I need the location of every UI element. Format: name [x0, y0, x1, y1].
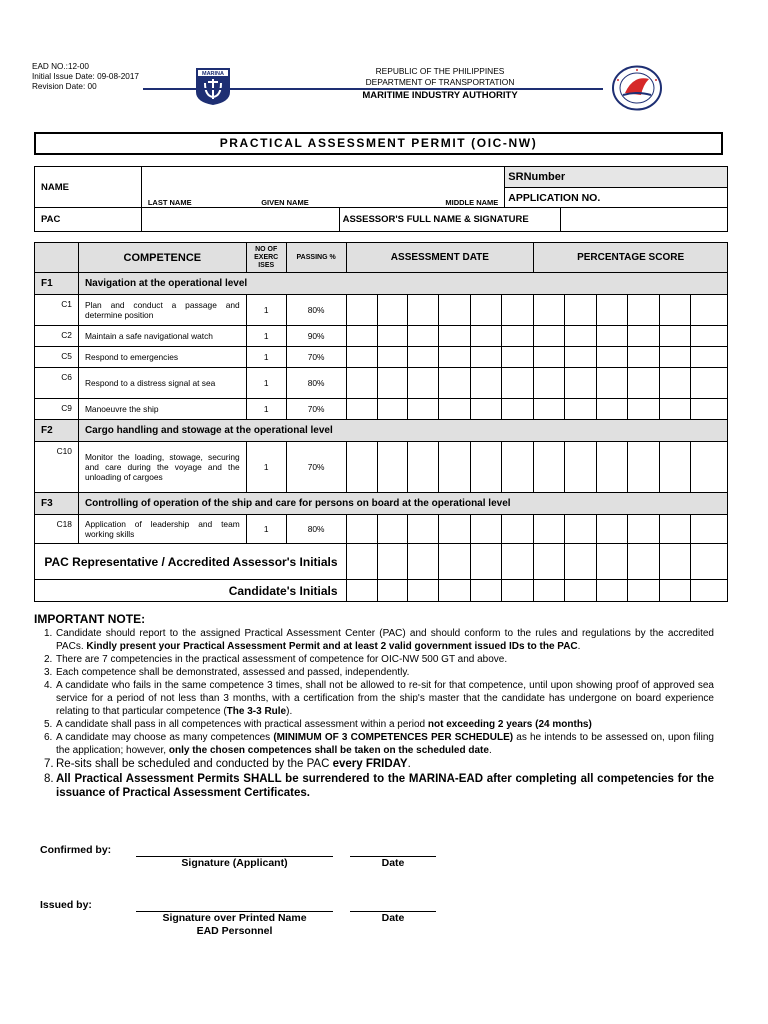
assessment-date-cell[interactable]	[408, 399, 439, 420]
note-item: 8. All Practical Assessment Permits SHALL be surrendered to the MARINA-EAD after completing all competencies for the issuance of Practical Assessment Certificates.	[44, 772, 714, 799]
assessment-date-cell[interactable]	[502, 515, 534, 544]
assessment-date-cell[interactable]	[346, 442, 377, 493]
document-meta	[32, 62, 139, 92]
percentage-score-cell[interactable]	[565, 368, 597, 399]
percentage-score-cell[interactable]	[597, 326, 628, 347]
assessment-date-cell[interactable]	[346, 399, 377, 420]
initials-cell[interactable]	[565, 544, 597, 580]
percentage-score-cell[interactable]	[534, 295, 565, 326]
competence-row	[35, 347, 728, 368]
assessment-date-cell[interactable]	[439, 442, 471, 493]
competence-code: C2	[35, 326, 79, 347]
percentage-score-cell[interactable]	[565, 399, 597, 420]
percentage-score-cell[interactable]	[565, 347, 597, 368]
personnel-signature-caption	[136, 912, 333, 938]
percentage-score-cell[interactable]	[690, 368, 727, 399]
applicant-signature-caption: Signature (Applicant)	[181, 857, 288, 869]
assessment-date-cell[interactable]	[471, 347, 502, 368]
exercise-count: 1	[246, 442, 286, 493]
percentage-score-cell[interactable]	[690, 399, 727, 420]
assessment-date-cell[interactable]	[346, 515, 377, 544]
assessment-date-cell[interactable]	[408, 515, 439, 544]
assessment-date-cell[interactable]	[471, 399, 502, 420]
assessment-date-cell[interactable]	[439, 368, 471, 399]
issued-by-label: Issued by:	[40, 899, 92, 911]
assessment-date-cell[interactable]	[471, 515, 502, 544]
important-note-title: IMPORTANT NOTE:	[34, 612, 146, 626]
department-line: DEPARTMENT OF TRANSPORTATION	[365, 77, 515, 87]
initials-cell[interactable]	[565, 580, 597, 602]
initials-cell[interactable]	[659, 580, 690, 602]
assessment-date-cell[interactable]	[377, 347, 408, 368]
note-item: 3. Each competence shall be demonstrated, assessed and passed, independently.	[44, 667, 410, 678]
percentage-score-cell[interactable]	[659, 326, 690, 347]
agency-name: MARITIME INDUSTRY AUTHORITY	[362, 90, 518, 101]
percentage-score-cell[interactable]	[597, 368, 628, 399]
applicant-date-caption: Date	[381, 857, 405, 869]
competence-code: C10	[35, 442, 79, 493]
percentage-score-cell[interactable]	[534, 347, 565, 368]
initials-cell[interactable]	[628, 580, 660, 602]
initials-cell[interactable]	[377, 580, 408, 602]
competence-code: C18	[35, 515, 79, 544]
assessment-date-cell[interactable]	[408, 295, 439, 326]
assessment-date-cell[interactable]	[439, 295, 471, 326]
header-percentage-score: PERCENTAGE SCORE	[534, 243, 728, 273]
assessment-date-cell[interactable]	[346, 295, 377, 326]
percentage-score-cell[interactable]	[690, 347, 727, 368]
header-passing: PASSING %	[286, 243, 346, 273]
header-exercises: NO OF EXERC ISES	[246, 243, 286, 273]
percentage-score-cell[interactable]	[565, 295, 597, 326]
initials-cell[interactable]	[408, 544, 439, 580]
percentage-score-cell[interactable]	[534, 326, 565, 347]
name-field[interactable]	[141, 167, 504, 188]
percentage-score-cell[interactable]	[628, 326, 660, 347]
percentage-score-cell[interactable]	[659, 295, 690, 326]
name-label: NAME	[35, 167, 142, 208]
sr-number-label: SRNumber	[505, 167, 728, 188]
passing-percent: 80%	[286, 515, 346, 544]
function-title: Controlling of operation of the ship and care for persons on board at the operational level	[78, 493, 727, 515]
assessment-date-cell[interactable]	[471, 442, 502, 493]
passing-percent: 80%	[286, 368, 346, 399]
assessment-date-cell[interactable]	[502, 295, 534, 326]
percentage-score-cell[interactable]	[565, 442, 597, 493]
note-item: 2. There are 7 competencies in the practical assessment of competence for OIC-NW 500 GT and above.	[44, 654, 508, 665]
middle-name-caption: MIDDLE NAME	[339, 188, 505, 208]
assessment-date-cell[interactable]	[502, 399, 534, 420]
competence-description: Application of leadership and team working skills	[78, 515, 246, 544]
initial-issue-date: Initial Issue Date: 09-08-2017	[32, 72, 139, 81]
revision-date: Revision Date: 00	[32, 82, 97, 91]
assessment-date-cell[interactable]	[408, 442, 439, 493]
note-item: 4. A candidate who fails in the same competence 3 times, shall not be allowed to re-sit for that competence, until upon showing proof of approved sea service for a period of not less than 3 months, with a certification from the ship's master that the candidate has undergone on board experience relating to that particular competence (The 3-3 Rule).	[44, 680, 714, 717]
exercise-count: 1	[246, 515, 286, 544]
percentage-score-cell[interactable]	[628, 295, 660, 326]
pac-label: PAC	[35, 208, 142, 232]
initials-cell[interactable]	[659, 544, 690, 580]
passing-percent: 80%	[286, 295, 346, 326]
candidate-initials-label: Candidate's Initials	[35, 580, 347, 602]
initials-cell[interactable]	[502, 544, 534, 580]
percentage-score-cell[interactable]	[690, 295, 727, 326]
confirmed-by-label: Confirmed by:	[40, 844, 112, 856]
initials-cell[interactable]	[597, 580, 628, 602]
assessment-date-cell[interactable]	[439, 399, 471, 420]
initials-cell[interactable]	[628, 544, 660, 580]
assessment-date-cell[interactable]	[439, 326, 471, 347]
percentage-score-cell[interactable]	[597, 347, 628, 368]
header-blank	[35, 243, 79, 273]
assessment-date-cell[interactable]	[408, 347, 439, 368]
function-code: F3	[35, 493, 79, 515]
function-code: F2	[35, 420, 79, 442]
passing-percent: 70%	[286, 442, 346, 493]
last-name-caption: LAST NAME	[141, 188, 239, 208]
percentage-score-cell[interactable]	[628, 442, 660, 493]
personnel-date-caption: Date	[381, 912, 405, 924]
signature-printed-name: Signature over Printed Name	[162, 912, 307, 924]
assessment-date-cell[interactable]	[471, 368, 502, 399]
initials-cell[interactable]	[439, 544, 471, 580]
competence-description: Manoeuvre the ship	[78, 399, 246, 420]
competence-code: C6	[35, 368, 79, 399]
table-header-row	[35, 243, 728, 273]
assessment-date-cell[interactable]	[346, 347, 377, 368]
initials-cell[interactable]	[471, 544, 502, 580]
initials-row	[35, 544, 728, 580]
assessment-date-cell[interactable]	[439, 347, 471, 368]
competence-description: Respond to a distress signal at sea	[78, 368, 246, 399]
initials-cell[interactable]	[534, 580, 565, 602]
header-assessment-date: ASSESSMENT DATE	[346, 243, 534, 273]
competence-description: Respond to emergencies	[78, 347, 246, 368]
percentage-score-cell[interactable]	[534, 515, 565, 544]
agency-header	[300, 66, 580, 88]
initials-cell[interactable]	[502, 580, 534, 602]
assessment-date-cell[interactable]	[346, 368, 377, 399]
note-item: 7. Re-sits shall be scheduled and conducted by the PAC every FRIDAY.	[44, 758, 411, 770]
header-competence: COMPETENCE	[78, 243, 246, 273]
function-row	[35, 493, 728, 515]
exercise-count: 1	[246, 295, 286, 326]
note-item: 5. A candidate shall pass in all competences with practical assessment within a period not exceeding 2 years (24 months)	[44, 719, 592, 730]
initials-cell[interactable]	[408, 580, 439, 602]
percentage-score-cell[interactable]	[534, 442, 565, 493]
percentage-score-cell[interactable]	[565, 515, 597, 544]
percentage-score-cell[interactable]	[628, 515, 660, 544]
percentage-score-cell[interactable]	[597, 295, 628, 326]
percentage-score-cell[interactable]	[659, 347, 690, 368]
function-title: Navigation at the operational level	[78, 273, 727, 295]
assessment-date-cell[interactable]	[408, 368, 439, 399]
agency-name-block	[300, 88, 580, 102]
competence-code: C1	[35, 295, 79, 326]
function-row	[35, 273, 728, 295]
competence-row	[35, 326, 728, 347]
competence-description: Monitor the loading, stowage, securing and care during the voyage and the unloading of cargoes	[78, 442, 246, 493]
percentage-score-cell[interactable]	[628, 399, 660, 420]
competence-row	[35, 295, 728, 326]
republic-line: REPUBLIC OF THE PHILIPPINES	[375, 66, 505, 76]
competence-code: C5	[35, 347, 79, 368]
note-item: 6. A candidate may choose as many competences (MINIMUM OF 3 COMPETENCES PER SCHEDULE) as he intends to be assessed on, upon filing the application; however, only the chosen competences shall be taken on the scheduled date.	[44, 732, 714, 756]
competence-row	[35, 399, 728, 420]
assessment-date-cell[interactable]	[346, 326, 377, 347]
assessment-date-cell[interactable]	[377, 515, 408, 544]
assessment-date-cell[interactable]	[439, 515, 471, 544]
percentage-score-cell[interactable]	[690, 326, 727, 347]
percentage-score-cell[interactable]	[628, 368, 660, 399]
initials-cell[interactable]	[346, 580, 377, 602]
assessment-date-cell[interactable]	[502, 368, 534, 399]
initials-cell[interactable]	[597, 544, 628, 580]
percentage-score-cell[interactable]	[659, 399, 690, 420]
assessor-label: ASSESSOR'S FULL NAME & SIGNATURE	[339, 208, 561, 232]
initials-cell[interactable]	[534, 544, 565, 580]
exercise-count: 1	[246, 399, 286, 420]
assessment-date-cell[interactable]	[471, 326, 502, 347]
percentage-score-cell[interactable]	[690, 442, 727, 493]
assessment-date-cell[interactable]	[408, 326, 439, 347]
percentage-score-cell[interactable]	[534, 399, 565, 420]
function-code: F1	[35, 273, 79, 295]
percentage-score-cell[interactable]	[690, 515, 727, 544]
assessment-date-cell[interactable]	[377, 326, 408, 347]
function-row	[35, 420, 728, 442]
application-no-label: APPLICATION NO.	[505, 188, 728, 208]
assessment-date-cell[interactable]	[502, 442, 534, 493]
given-name-caption: GIVEN NAME	[239, 188, 339, 208]
initials-cell[interactable]	[471, 580, 502, 602]
passing-percent: 90%	[286, 326, 346, 347]
percentage-score-cell[interactable]	[659, 515, 690, 544]
initials-cell[interactable]	[346, 544, 377, 580]
initials-cell[interactable]	[377, 544, 408, 580]
function-title: Cargo handling and stowage at the operational level	[78, 420, 727, 442]
assessor-signature-field[interactable]	[561, 208, 728, 232]
assessment-date-cell[interactable]	[502, 347, 534, 368]
note-item: 1. Candidate should report to the assigned Practical Assessment Center (PAC) and should conform to the rules and regulations by the accredited PACs. Kindly present your Practical Assessment Permit and at least 2 valid government issued IDs to the PAC.	[44, 628, 714, 652]
logo-text: MARINA	[202, 71, 224, 78]
assessment-date-cell[interactable]	[471, 295, 502, 326]
passing-percent: 70%	[286, 347, 346, 368]
competence-description: Maintain a safe navigational watch	[78, 326, 246, 347]
percentage-score-cell[interactable]	[628, 347, 660, 368]
percentage-score-cell[interactable]	[659, 368, 690, 399]
initials-cell[interactable]	[690, 544, 727, 580]
exercise-count: 1	[246, 326, 286, 347]
initials-cell[interactable]	[439, 580, 471, 602]
percentage-score-cell[interactable]	[597, 442, 628, 493]
percentage-score-cell[interactable]	[597, 515, 628, 544]
initials-row	[35, 580, 728, 602]
assessment-date-cell[interactable]	[377, 295, 408, 326]
pac-rep-initials-label: PAC Representative / Accredited Assessor's Initials	[35, 544, 347, 580]
assessment-date-cell[interactable]	[502, 326, 534, 347]
pac-field[interactable]	[141, 208, 339, 232]
competence-code: C9	[35, 399, 79, 420]
assessment-date-cell[interactable]	[377, 442, 408, 493]
initials-cell[interactable]	[690, 580, 727, 602]
competence-table	[34, 242, 728, 602]
competence-row	[35, 515, 728, 544]
applicant-info-table	[34, 166, 728, 232]
exercise-count: 1	[246, 368, 286, 399]
ead-personnel: EAD Personnel	[196, 925, 273, 937]
competence-description: Plan and conduct a passage and determine position	[78, 295, 246, 326]
passing-percent: 70%	[286, 399, 346, 420]
percentage-score-cell[interactable]	[659, 442, 690, 493]
ead-number: EAD NO.:12-00	[32, 62, 89, 71]
page-title: PRACTICAL ASSESSMENT PERMIT (OIC-NW)	[34, 132, 723, 155]
assessment-date-cell[interactable]	[377, 399, 408, 420]
competence-row	[35, 442, 728, 493]
percentage-score-cell[interactable]	[597, 399, 628, 420]
marina-logo	[194, 66, 232, 106]
exercise-count: 1	[246, 347, 286, 368]
important-notes-list	[34, 627, 714, 801]
assessment-date-cell[interactable]	[377, 368, 408, 399]
competence-row	[35, 368, 728, 399]
dotr-seal	[611, 65, 663, 111]
percentage-score-cell[interactable]	[534, 368, 565, 399]
percentage-score-cell[interactable]	[565, 326, 597, 347]
